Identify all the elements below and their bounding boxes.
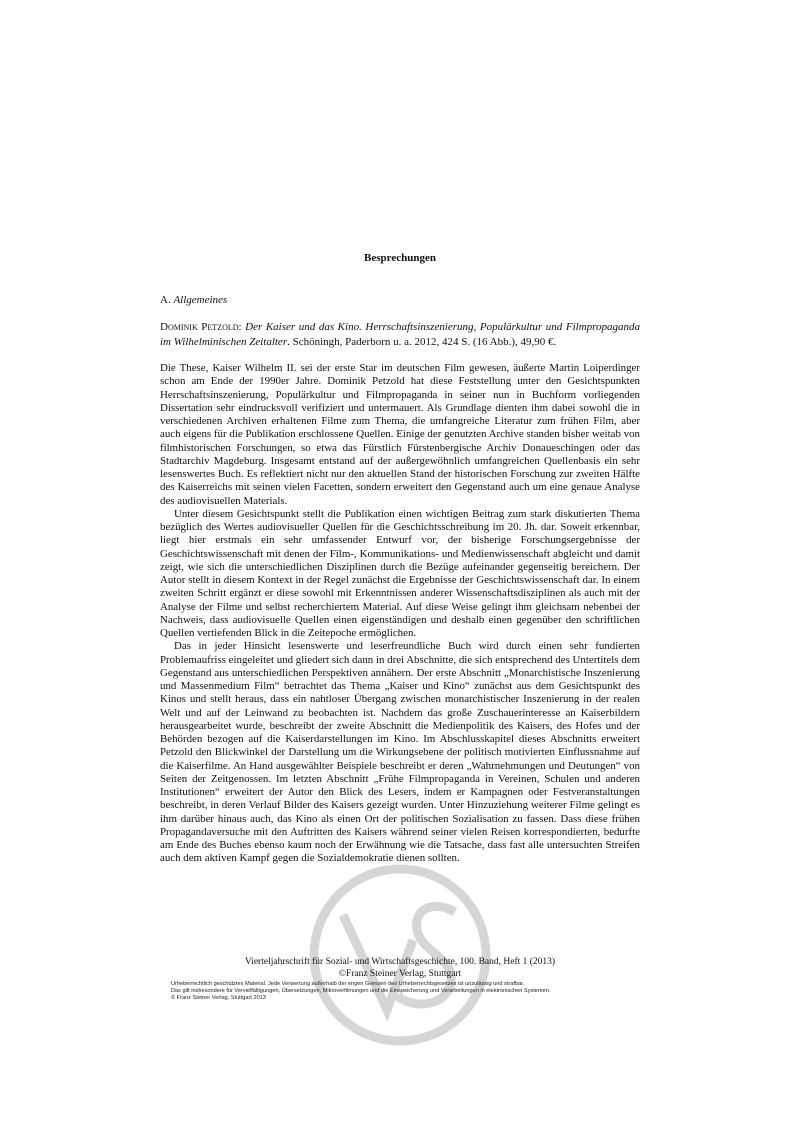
review-citation: Dominik Petzold: Der Kaiser und das Kino. Herrschaftsinszenierung, Populärkultur und Filmpropaganda im Wilhelminischen Zeitalter. Schöningh, Paderborn u. a. 2012, 424 S. (16 Abb.), 49,90 €. [160, 321, 641, 348]
paragraph: Unter diesem Gesichtspunkt stellt die Publikation einen wichtigen Beitrag zum stark diskutierten Thema bezüglich des Wertes audiovisueller Quellen für die Geschichtsschreibung im 20. Jh. dar. Soweit erkennbar, liegt hier erstmals ein sehr umfassender Entwurf vor, der bisherige Forschungsergebnisse der Geschichtswissenschaft mit denen der Film-, Kommunikations- und Medienwissenschaft abgleicht und damit zeigt, wie sich die unterschiedlichen Disziplinen durch die Bezüge aufeinander gegenseitig bereichern. Der Autor stellt in diesem Kontext in der Regel zunächst die Ergebnisse der Geschichtswissenschaft dar. In einem zweiten Schritt ergänzt er diese sowohl mit Erkenntnissen anderer Wissenschaftsdisziplinen als auch mit der Analyse der Filme und selbst recherchiertem Material. Auf diese Weise gelingt ihm gleichsam nebenbei der Nachweis, dass audiovisuelle Quellen einen eigenständigen und deshalb einen gegenüber den schriftlichen Quellen vertiefenden Blick in die Zeitepoche ermöglichen. [160, 507, 640, 639]
journal-footer [160, 957, 640, 980]
franz-steiner-logo-watermark-icon [305, 860, 495, 1050]
copyright-notice [171, 981, 641, 1002]
section-heading: Besprechungen [364, 252, 436, 264]
review-body [160, 362, 640, 866]
review-publication-info: Schöningh, Paderborn u. a. 2012, 424 S. (16 Abb.), 49,90 €. [292, 336, 557, 348]
review-book-title: Der Kaiser und das Kino. Herrschaftsinszenierung, Populärkultur und Filmpropaganda im Wilhelminischen Zeitalter [160, 321, 641, 348]
copyright-line: Das gilt insbesondere für Vervielfältigungen, Übersetzungen, Mikroverfilmungen und die Einspeicherung und Verarbeitungen in elektronischen Systemen. [171, 988, 551, 994]
copyright-line: Urheberrechtlich geschütztes Material. Jede Verwertung außerhalb der engen Grenzen des Urheberrechtsgesetzes ist unzulässig und strafbar. [171, 981, 525, 987]
subsection-letter: A. [160, 294, 171, 306]
copyright-line: © Franz Steiner Verlag, Stuttgart 2013 [171, 995, 266, 1001]
journal-citation: Vierteljahrschrift für Sozial- und Wirtschaftsgeschichte, 100. Band, Heft 1 (2013) [244, 957, 556, 967]
subsection-heading [160, 293, 640, 307]
paragraph: Das in jeder Hinsicht lesenswerte und leserfreundliche Buch wird durch einen sehr fundierten Problemaufriss eingeleitet und gliedert sich dann in drei Abschnitte, die sich entsprechend des Untertitels dem Gegenstand aus unterschiedlichen Perspektiven annähern. Der erste Abschnitt „Monarchistische Inszenierung und Massenmedium Film“ betrachtet das Thema „Kaiser und Kino“ zunächst aus dem Gesichtspunkt des Kinos und stellt heraus, dass ein nahtloser Übergang zwischen monarchistischer Inszenierung in der realen Welt und auf der Leinwand zu beobachten ist. Nachdem das große Zuschauerinteresse an Kaiserbildern herausgearbeitet wurde, beschreibt der zweite Abschnitt die Medienpolitik des Kaisers, des Hofes und der Behörden bezogen auf die Kaiserdarstellungen im Kino. Im Abschlusskapitel dieses Abschnitts erweitert Petzold den Blickwinkel der Darstellung um die Wirkungsebene der politisch motivierten Einflussnahme auf die Kaiserfilme. An Hand ausgewählter Beispiele beschreibt er deren „Wahrnehmungen und Deutungen“ von Seiten der Zeitgenossen. Im letzten Abschnitt „Frühe Filmpropaganda in Vereinen, Schulen und anderen Institutionen“ erweitert der Autor den Blick des Lesers, indem er Kampagnen oder Festveranstaltungen beschreibt, in deren Verlauf Bilder des Kaisers gezeigt wurden. Unter Hinzuziehung weiterer Filme gelingt es ihm darüber hinaus auch, das Kino als einen Ort der politischen Sozialisation zu fassen. Dass diese frühen Propagandaversuche mit den Auftritten des Kaisers während seiner vielen Reisen korrespondierten, bedurfte am Ende des Buches ebenso kaum noch der Erwähnung wie die Tatsache, dass fast alle untersuchten Streifen auch dem aktiven Kampf gegen die Sozialdemokratie dienen sollten. [160, 640, 640, 865]
subsection-title: Allgemeines [173, 294, 228, 306]
paragraph: Die These, Kaiser Wilhelm II. sei der erste Star im deutschen Film gewesen, äußerte Martin Loiperdinger schon am Ende der 1990er Jahre. Dominik Petzold hat diese Feststellung unter den Gesichtspunkten Herrschaftsinszenierung, Populärkultur und Filmpropaganda in seiner nun in Buchform vorliegenden Dissertation sehr eindrucksvoll verifiziert und untermauert. Als Grundlage dienten ihm dabei sowohl die in verschiedenen Archiven erhaltenen Filme zum Thema, die umfangreiche Literatur zum frühen Film, aber auch eigens für die Publikation erschlossene Quellen. Einige der genutzten Archive standen bisher weitab von filmhistorischen Forschungen, so etwa das Fürstlich Fürstenbergische Archiv Donaueschingen oder das Stadtarchiv Magdeburg. Insgesamt entstand auf der außergewöhnlich umfangreichen Quellenbasis ein sehr lesenswertes Buch. Es reflektiert nicht nur den aktuellen Stand der historischen Forschung zur zweiten Hälfte des Kaiserreichs mit seinen vielen Facetten, sondern erweitert den Gegenstand auch um eine genaue Analyse des audiovisuellen Materials. [160, 362, 640, 507]
publisher-line: ©Franz Steiner Verlag, Stuttgart [338, 968, 462, 979]
review-author: Dominik Petzold [160, 321, 239, 333]
